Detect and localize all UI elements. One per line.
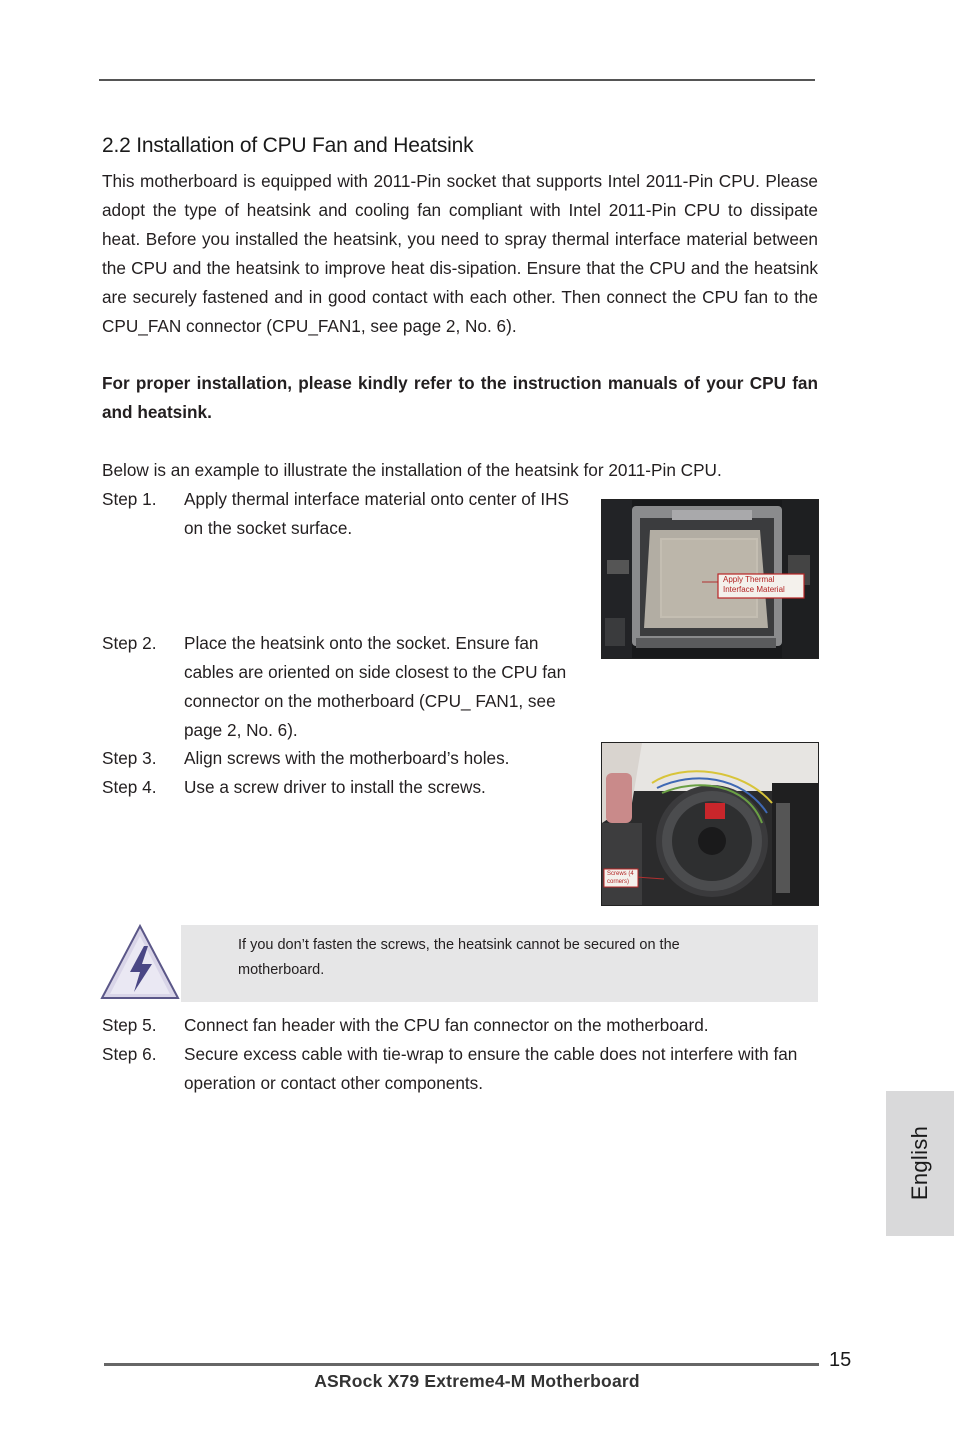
step-text: Align screws with the motherboard’s holes. — [184, 748, 510, 768]
warning-triangle-icon — [100, 922, 182, 1002]
step-text: Use a screw driver to install the screws. — [184, 777, 486, 797]
example-intro: Below is an example to illustrate the installation of the heatsink for 2011-Pin CPU. — [102, 460, 722, 480]
step-label: Step 6. — [102, 1044, 157, 1064]
step-text: Secure excess cable with tie-wrap to ensure the cable does not interfere with fan operation or contact other components. — [184, 1044, 798, 1093]
step-label: Step 3. — [102, 748, 157, 768]
step-label: Step 1. — [102, 489, 157, 509]
footer-title: ASRock X79 Extreme4-M Motherboard — [314, 1371, 640, 1391]
step-text: Place the heatsink onto the socket. Ensure fan cables are oriented on side closest to the CPU fan connector on the motherboard (CPU_ FAN1, see page 2, No. 6). — [184, 633, 567, 740]
section-heading: 2.2 Installation of CPU Fan and Heatsink — [102, 134, 474, 157]
intro-paragraph: This motherboard is equipped with 2011-Pin socket that supports Intel 2011-Pin CPU. Please adopt the type of heatsink and cooling fan compliant with Intel 2011-Pin CPU to dissipate heat. Before you installed the heatsink, you need to spray thermal interface material between the CPU and the heatsink to improve heat dis-sipation. Ensure that the CPU and the heatsink are securely fastened and in good contact with each other. Then connect the CPU fan to the CPU_FAN connector (CPU_FAN1, see page 2, No. 6). — [102, 171, 818, 336]
photo2-callout: Screws (4 corners) — [607, 871, 634, 885]
footer-rule — [104, 1363, 819, 1366]
step-label: Step 2. — [102, 633, 157, 653]
language-tab-label: English — [907, 1125, 932, 1201]
bold-note: For proper installation, please kindly refer to the instruction manuals of your CPU fan and heatsink. — [102, 373, 818, 422]
top-rule — [99, 79, 815, 81]
warning-text: If you don’t fasten the screws, the heatsink cannot be secured on the motherboard. — [238, 937, 680, 978]
warning-note — [181, 925, 818, 1002]
page-number: 15 — [829, 1349, 852, 1371]
step-text: Connect fan header with the CPU fan connector on the motherboard. — [184, 1015, 709, 1035]
photo1-callout: Apply Thermal Interface Material — [723, 575, 785, 594]
heatsink-photo — [601, 742, 819, 906]
step-label: Step 4. — [102, 777, 157, 797]
step-text: Apply thermal interface material onto center of IHS on the socket surface. — [184, 489, 569, 538]
step-label: Step 5. — [102, 1015, 157, 1035]
cpu-socket-photo — [601, 499, 819, 659]
language-tab — [886, 1091, 954, 1236]
